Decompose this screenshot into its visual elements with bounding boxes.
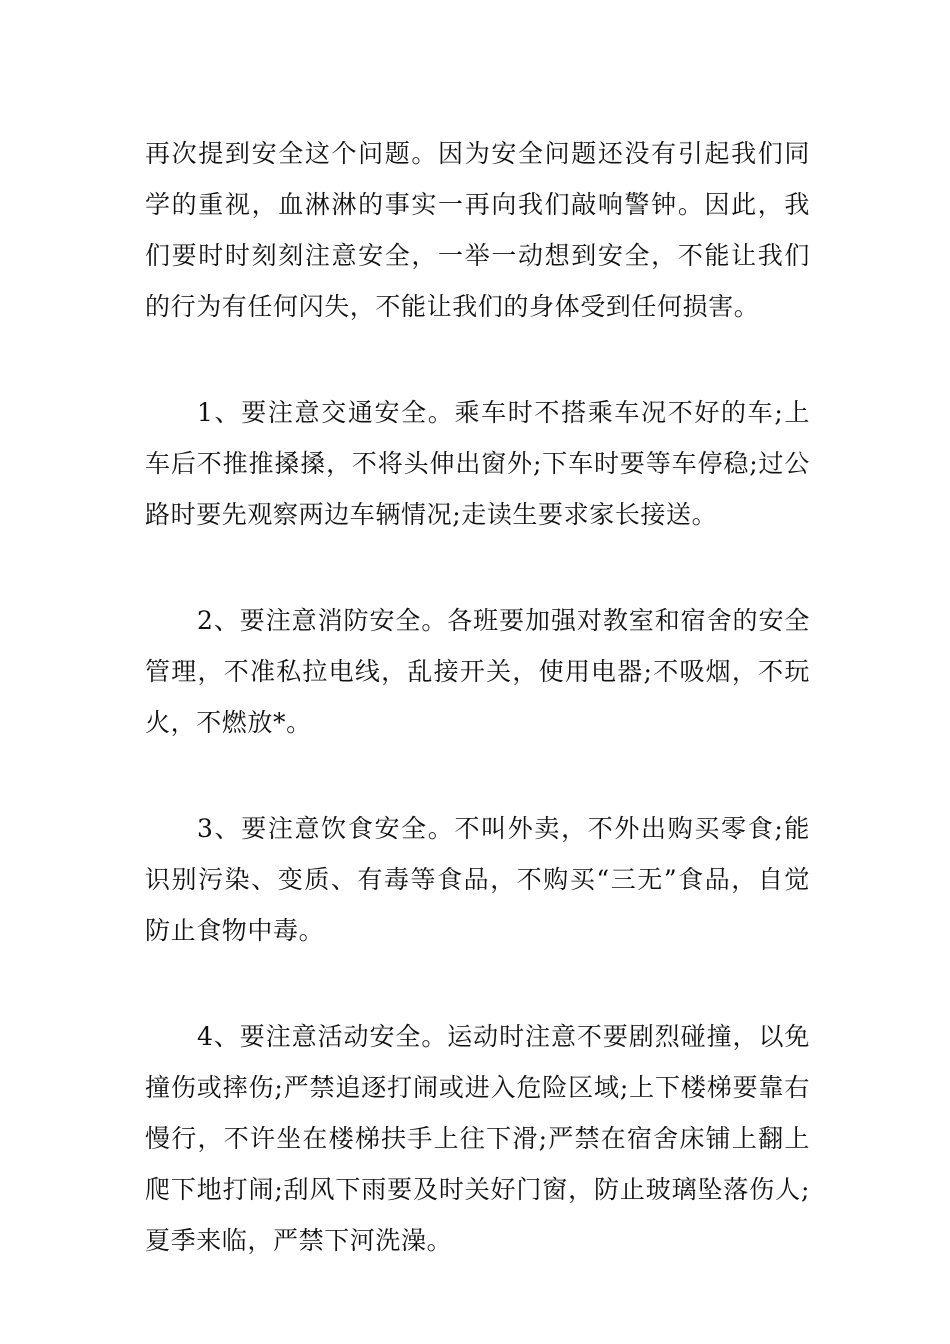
paragraph-gap — [145, 748, 810, 803]
paragraph-fire-safety: 2、要注意消防安全。各班要加强对教室和宿舍的安全管理，不准私拉电线，乱接开关，使用电器;不吸烟，不玩火，不燃放*。 — [145, 606, 810, 737]
document-body — [145, 128, 810, 1266]
paragraph-food-safety: 3、要注意饮食安全。不叫外卖，不外出购买零食;能识别污染、变质、有毒等食品，不购买“三无”食品，自觉防止食物中毒。 — [145, 814, 810, 945]
paragraph-gap — [145, 332, 810, 387]
paragraph-activity-safety: 4、要注意活动安全。运动时注意不要剧烈碰撞，以免撞伤或摔伤;严禁追逐打闹或进入危险区域;上下楼梯要靠右慢行，不许坐在楼梯扶手上往下滑;严禁在宿舍床铺上翻上爬下地打闹;刮风下雨要及时关好门窗，防止玻璃坠落伤人;夏季来临，严禁下河洗澡。 — [145, 1022, 810, 1255]
paragraph-gap — [145, 956, 810, 1011]
paragraph-traffic-safety: 1、要注意交通安全。乘车时不搭乘车况不好的车;上车后不推推搡搡，不将头伸出窗外;下车时要等车停稳;过公路时要先观察两边车辆情况;走读生要求家长接送。 — [145, 398, 810, 529]
paragraph-gap — [145, 540, 810, 595]
paragraph-intro: 再次提到安全这个问题。因为安全问题还没有引起我们同学的重视，血淋淋的事实一再向我们敲响警钟。因此，我们要时时刻刻注意安全，一举一动想到安全，不能让我们的行为有任何闪失，不能让我们的身体受到任何损害。 — [145, 139, 810, 321]
